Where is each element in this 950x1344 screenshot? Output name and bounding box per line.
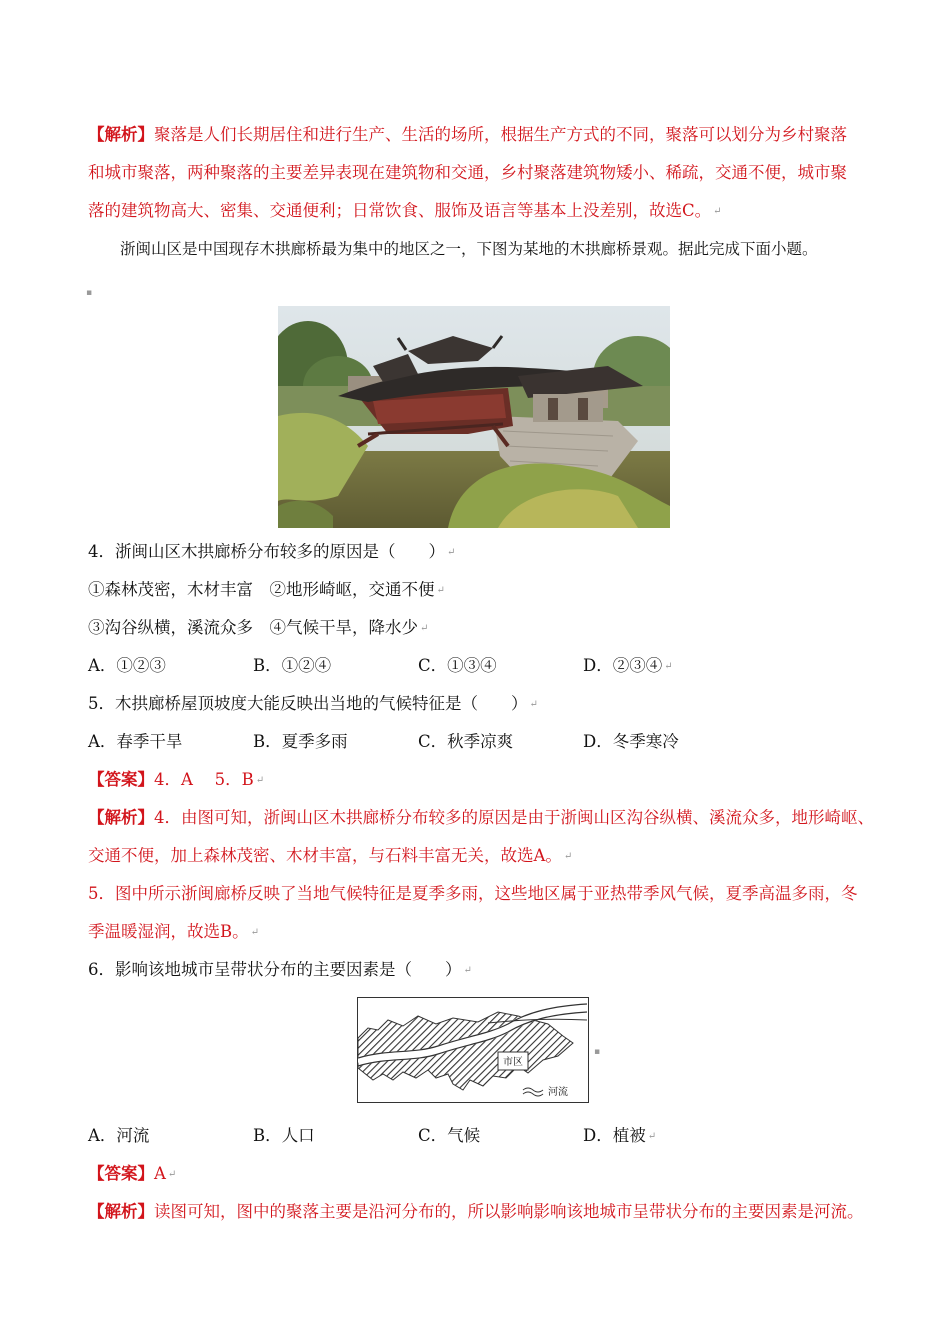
analysis-4-5-line-4: 季温暖湿润，故选B。 ↵ [88,922,260,941]
analysis-tag: 【解析】 [88,125,154,144]
answer-6: 【答案】A ↵ [88,1164,177,1183]
covered-bridge-photo [278,306,670,528]
material-intro: 浙闽山区是中国现存木拱廊桥最为集中的地区之一，下图为某地的木拱廊桥景观。据此完成下面小题。 [120,240,818,258]
question-5-option-a: A．春季干旱 [88,732,183,751]
question-4-option-c: C．①③④ [418,656,497,675]
question-5-stem: 5．木拱廊桥屋顶坡度大能反映出当地的气候特征是（ ） ↵ [88,694,538,713]
question-5-option-b: B．夏季多雨 [253,732,348,751]
analysis-3-line-3: 落的建筑物高大、密集、交通便利；日常饮食、服饰及语言等基本上没差别，故选C。 ↵ [88,201,722,220]
question-6-option-c: C．气候 [418,1126,481,1145]
question-6-option-d: D．植被 ↵ [583,1126,657,1145]
question-4-option-a: A．①②③ [88,656,166,675]
analysis-4-5-line-3: 5．图中所示浙闽廊桥反映了当地气候特征是夏季多雨，这些地区属于亚热带季风气候，夏季高温多雨，冬 [88,884,858,903]
answer-4-5: 【答案】4．A 5．B ↵ [88,770,265,789]
question-4-stem: 4．浙闽山区木拱廊桥分布较多的原因是（ ） ↵ [88,542,456,561]
question-4-items-1: ①森林茂密，木材丰富 ②地形崎岖，交通不便 ↵ [88,580,445,599]
analysis-4-5-line-2: 交通不便，加上森林茂密、木材丰富，与石料丰富无关，故选A。 ↵ [88,846,573,865]
analysis-4-5-line-1: 【解析】4．由图可知，浙闽山区木拱廊桥分布较多的原因是由于浙闽山区沟谷纵横、溪流众多，地形崎岖、 [88,808,874,827]
question-5-option-d: D．冬季寒冷 [583,732,679,751]
question-6-option-a: A．河流 [88,1126,150,1145]
question-4-items-2: ③沟谷纵横，溪流众多 ④气候干旱，降水少 ↵ [88,618,429,637]
analysis-3-line-2: 和城市聚落，两种聚落的主要差异表现在建筑物和交通，乡村聚落建筑物矮小、稀疏，交通不便，城市聚 [88,163,847,182]
city-river-map [357,997,589,1103]
question-5-option-c: C．秋季凉爽 [418,732,514,751]
analysis-6: 【解析】读图可知，图中的聚落主要是沿河分布的，所以影响影响该地城市呈带状分布的主要因素是河流。 [88,1202,864,1221]
question-4-option-b: B．①②④ [253,656,332,675]
map-city-label: 市区 [503,1057,523,1068]
question-6-stem: 6．影响该地城市呈带状分布的主要因素是（ ） ↵ [88,960,472,979]
map-river-label: 河流 [548,1087,568,1098]
analysis-3-line-1: 【解析】聚落是人们长期居住和进行生产、生活的场所，根据生产方式的不同，聚落可以划分为乡村聚落 [88,125,847,144]
question-6-option-b: B．人口 [253,1126,315,1145]
question-4-option-d: D．②③④ ↵ [583,656,673,675]
